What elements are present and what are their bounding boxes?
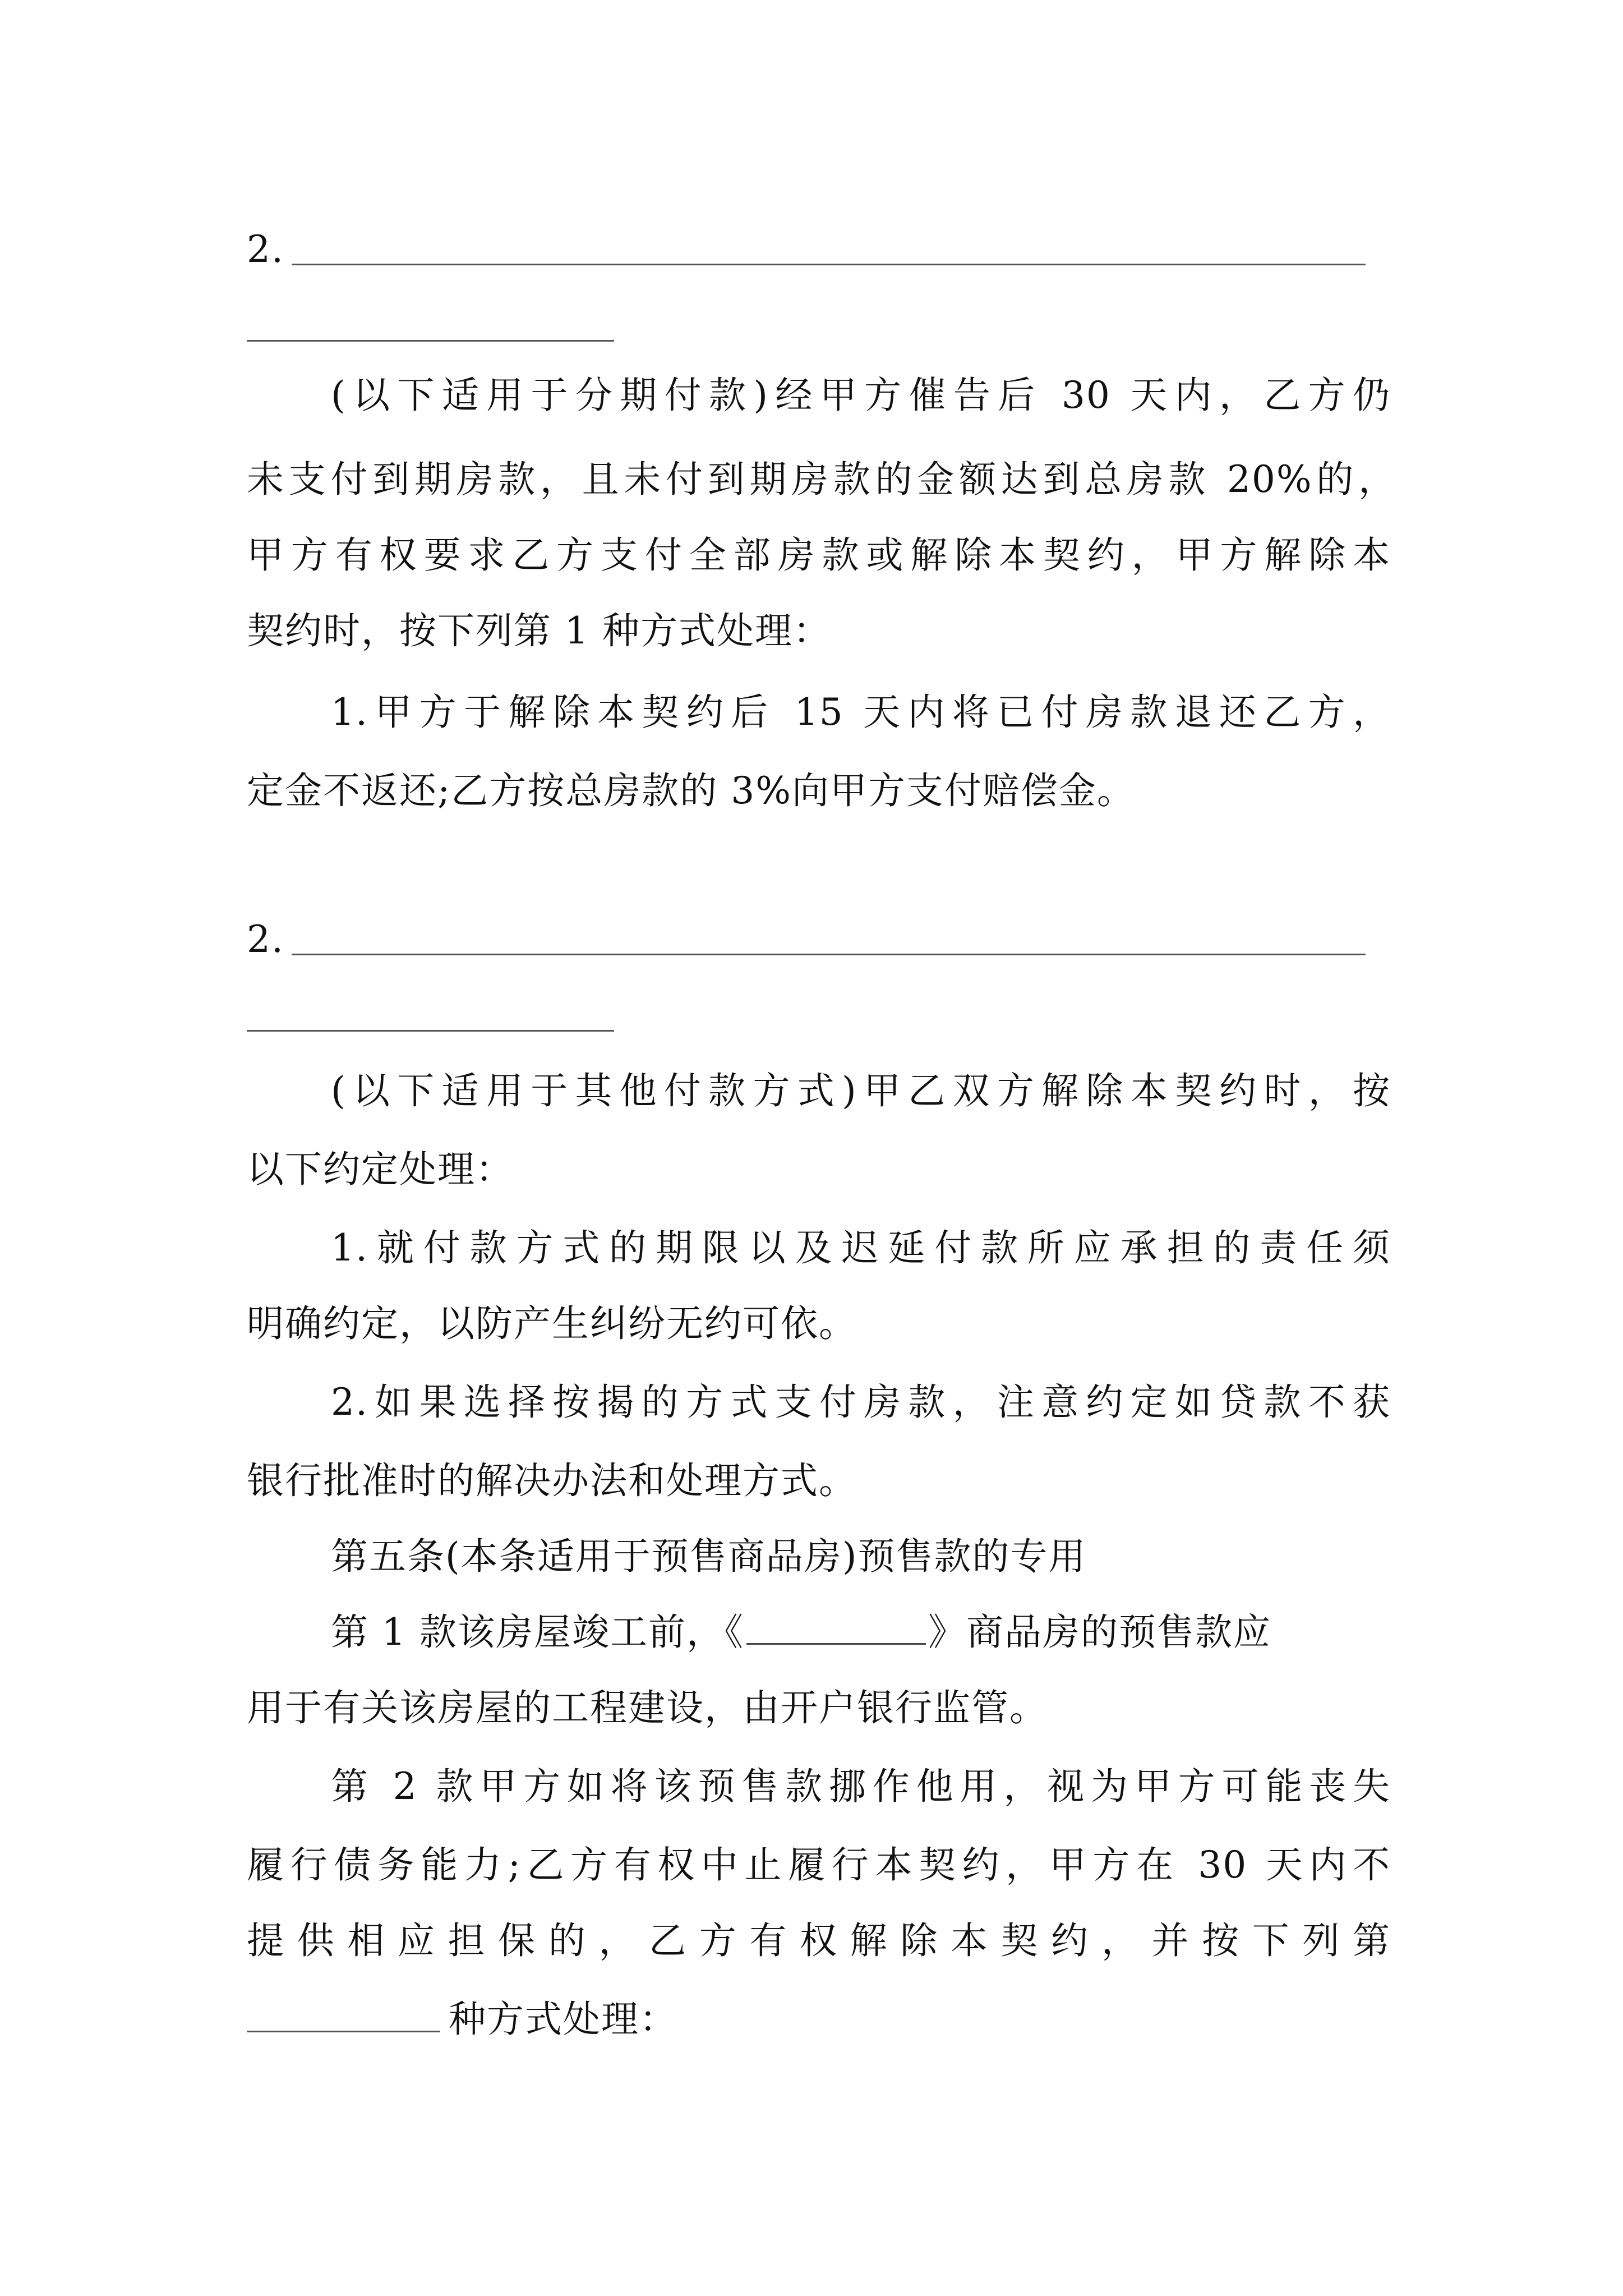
list-item-line: 2.如果选择按揭的方式支付房款，注意约定如贷款不获 — [331, 1381, 1391, 1424]
clause-2-line: 履行债务能力;乙方有权中止履行本契约，甲方在 30 天内不 — [247, 1843, 1391, 1887]
item-2-line — [0, 909, 1623, 970]
list-item-line: 明确约定，以防产生纠纷无约可依。 — [247, 1302, 857, 1345]
list-item-line: 银行批准时的解决办法和处理方式。 — [247, 1459, 857, 1502]
clause-2-line: 提供相应担保的，乙方有权解除本契约，并按下列第 — [247, 1919, 1391, 1962]
fill-in-blank-line — [247, 340, 614, 342]
clause-2-line: 种方式处理： — [449, 1998, 677, 2041]
list-item-line: 定金不返还;乙方按总房款的 3%向甲方支付赔偿金。 — [247, 769, 1135, 812]
list-item-line: 1.甲方于解除本契约后 15 天内将已付房款退还乙方， — [331, 691, 1391, 734]
item-2-line — [0, 219, 1623, 280]
article-heading: 第五条(本条适用于预售商品房)预售款的专用 — [331, 1535, 1087, 1578]
paragraph-line: (以下适用于其他付款方式)甲乙双方解除本契约时，按 — [331, 1069, 1391, 1112]
list-item-line: 1.就付款方式的期限以及迟延付款所应承担的责任须 — [331, 1226, 1391, 1269]
paragraph-line: 甲方有权要求乙方支付全部房款或解除本契约，甲方解除本 — [247, 533, 1391, 577]
paragraph-line: 未支付到期房款，且未付到期房款的金额达到总房款 20%的， — [247, 458, 1396, 501]
item-number: 2. — [247, 918, 284, 961]
clause-1-line: 用于有关该房屋的工程建设，由开户银行监管。 — [247, 1686, 1048, 1729]
fill-in-blank-line — [247, 1030, 614, 1032]
clause-2-line: 第 2 款甲方如将该预售款挪作他用，视为甲方可能丧失 — [331, 1765, 1391, 1808]
paragraph-line: (以下适用于分期付款)经甲方催告后 30 天内，乙方仍 — [331, 374, 1391, 417]
paragraph-line: 以下约定处理： — [247, 1148, 514, 1191]
fill-in-blank[interactable] — [746, 1604, 926, 1645]
fill-in-blank-line — [292, 954, 1366, 955]
item-number: 2. — [247, 228, 284, 271]
clause-1-line: 第 1 款该房屋竣工前，《 》商品房的预售款应 — [0, 1602, 1623, 1663]
fill-in-blank-line — [292, 264, 1366, 265]
paragraph-line: 契约时，按下列第 1 种方式处理： — [247, 609, 831, 652]
